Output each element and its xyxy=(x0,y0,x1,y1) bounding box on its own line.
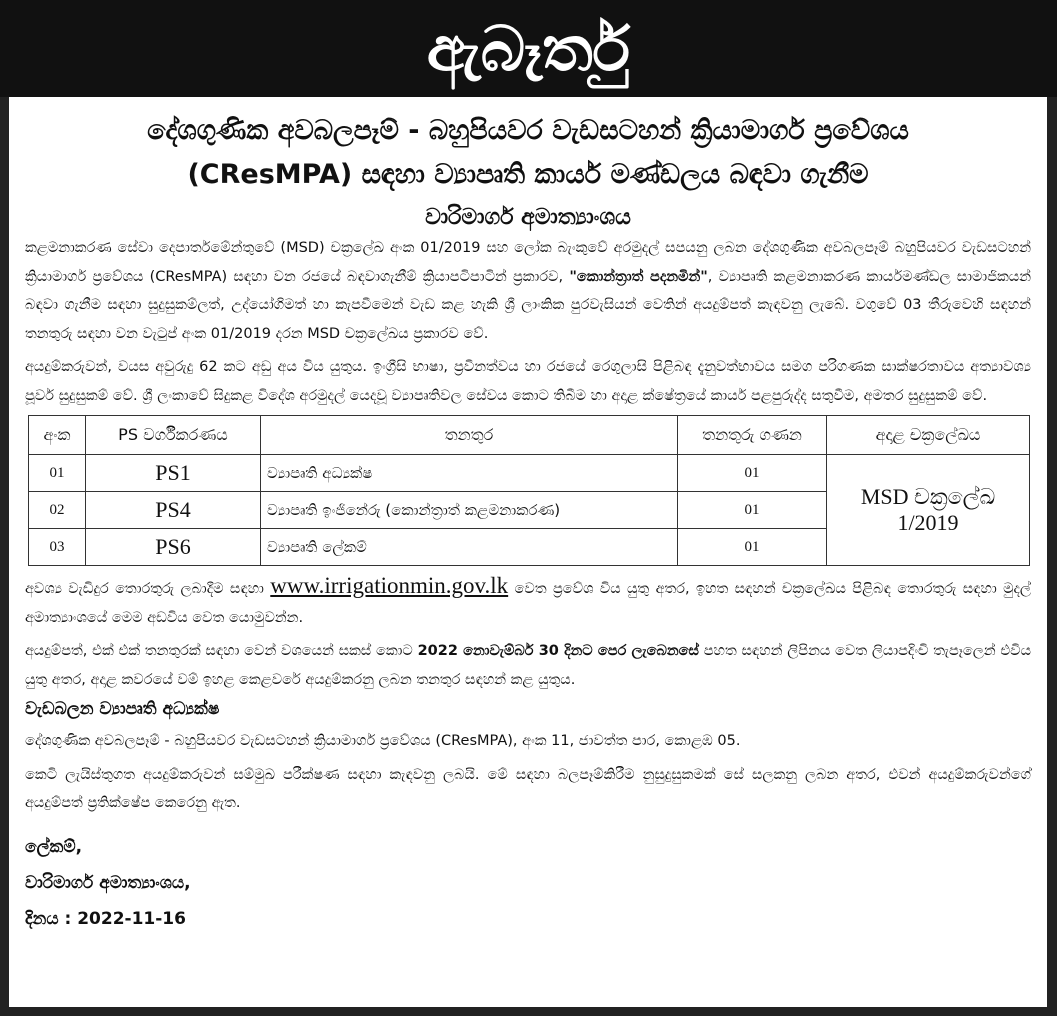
signature-ministry: වාරිමාර්ග අමාත්‍යාංශය, xyxy=(25,872,191,893)
ministry-name: වාරිමාර්ග අමාත්‍යාංශය xyxy=(425,205,631,230)
text: අයදුම්පත්, එක් එක් තනතුරක් සඳහා වෙන් වශයෙන් සකස් කොට xyxy=(25,643,418,659)
info-paragraph xyxy=(25,572,1031,632)
cell-count: 01 xyxy=(678,492,827,529)
cell-count: 01 xyxy=(678,455,827,492)
col-header-circular: අදාළ චක්‍රලේඛය xyxy=(827,416,1030,455)
website-link[interactable]: www.irrigationmin.gov.lk xyxy=(270,573,509,598)
vacancy-table xyxy=(28,415,1030,566)
text: , ව්‍යාපෘති කළමනාකරණ කාර්යමණ්ඩල සාමාජිකයන් බඳවා ගැනීම සඳහා සුදුසුකම්ලත්, උද්යෝගිමත් හා කැපවීමෙන් වැඩ කළ හැකි ශ්‍රී ලාංකික පුරවැසියන් වෙතින් අයදුම්පත් කැඳවනු ලැබේ. වගුවේ 03 තීරුවෙහි සඳහන් තනතුරු සඳහා වන වැටුප් අංක 01/2019 දරන MSD චක්‍රලේඛය ප්‍රකාරව වේ. xyxy=(25,268,1031,342)
notice-date: දිනය : 2022-11-16 xyxy=(25,908,186,929)
banner-title: ඇබෑර්තු xyxy=(426,11,631,85)
cell-circular xyxy=(827,455,1030,566)
deadline-text: 2022 නොවැම්බර් 30 දිනට පෙර ලැබෙනසේ xyxy=(417,643,699,659)
title-line-2: (CResMPA) සඳහා ව්‍යාපෘති කාර්ය මණ්ඩලය බඳවා ගැනීම xyxy=(187,159,869,190)
table-row xyxy=(29,455,1030,492)
text: කළමනාකරණ සේවා දෙපාර්තමේන්තුවේ (MSD) චක්‍රලේඛ අංක 01/2019 සහ ලෝක බැංකුවේ අරමුදල් සපයනු ලබන දේශගුණික අවබලපෑම් බහුපියවර වැඩසටහන් ක්‍රියාමාර්ග ප්‍රවේශය (CResMPA) සඳහා වන රජයේ බඳවාගැනීම් ක්‍රියාපටිපාටින් ප්‍රකාරව, xyxy=(25,240,1031,285)
col-header-count: තනතුරු ගණන xyxy=(678,416,827,455)
address: දේශගුණික අවබලපෑම් - බහුපියවර වැඩසටහන් ක්‍රියාමාර්ග ප්‍රවේශය (CResMPA), අංක 11, ජාවත්ත පාර, කොළඹ 05. xyxy=(25,733,741,749)
circular-text: MSD චක්‍රලේඛ 1/2019 xyxy=(860,484,996,535)
cell-no: 01 xyxy=(29,455,86,492)
cell-ps: PS1 xyxy=(86,455,261,492)
address-heading: වැඩබලන ව්‍යාපෘති අධ්‍යක්ෂ xyxy=(25,699,220,719)
signature-title: ලේකම්, xyxy=(25,836,83,857)
text: අවශ්‍ය වැඩිදුර තොරතුරු ලබාදීම සඳහා xyxy=(25,581,271,597)
interview-paragraph: කෙටි ලැයිස්තුගත අයදුම්කරුවන් සම්මුඛ පරීක්ෂණ සඳහා කැඳවනු ලබයි. මේ සඳහා බලපෑම්කිරීම නුසුදුසුකමක් සේ සලකනු ලබන අතර, එවන් අයදුම්කරුවන්ගේ අයදුම්පත් ප්‍රතික්ෂේප කෙරෙනු ඇත. xyxy=(25,766,1031,811)
text: පහත සඳහන් ලිපිනය වෙත ලියාපදිංචි තැපෑලෙන් එවිය යුතු අතර, අදාළ කවරයේ වම් ඉහළ කෙළවරේ අයදුම්කරනු ලබන තනතුර සඳහන් කළ යුතුය. xyxy=(25,643,1032,688)
text: වෙත ප්‍රවේශ විය යුතු අතර, ඉහත සඳහන් චක්‍රලේඛය පිළිබඳ තොරතුරු සඳහා මුදල් අමාත්‍යාංශයේ මෙම අඩවිය වෙත යොමුවන්න. xyxy=(25,581,1031,626)
col-header-post: තනතුර xyxy=(261,416,678,455)
col-header-no: අංක xyxy=(29,416,86,455)
cell-post: ව්‍යාපෘති ඉංජිනේරු (කොන්ත්‍රාත් කළමනාකරණ) xyxy=(261,492,678,529)
banner xyxy=(0,0,1057,97)
cell-ps: PS4 xyxy=(86,492,261,529)
title-line-1: දේශගුණික අවබලපෑම් - බහුපියවර වැඩසටහන් ක්‍රියාමාර්ග ප්‍රවේශය xyxy=(147,115,909,146)
eligibility-paragraph: අයදුම්කරුවන්, වයස අවුරුදු 62 කට අඩු අය විය යුතුය. ඉංග්‍රීසි භාෂා, ප්‍රවීනත්වය හා රජයේ රෙගුලාසි පිළිබඳ දැනුවත්භාවය සමග පරිගණක සාක්ෂරතාවය අත්‍යාවශ්‍ය පූර්ව සුදුසුකම් වේ. ශ්‍රී ලංකාවේ සිදුකළ විදේශ අරමුදල් යෙදවූ ව්‍යාපෘතිවල සේවය කොට තිබීම හා අදාළ ක්ෂේත්‍රයේ කාර්ය පළපුරුද්ද සතුවීම, අමතර සුදුසුකම් වේ. xyxy=(25,359,1031,404)
cell-post: ව්‍යාපෘති අධ්‍යක්ෂ xyxy=(261,455,678,492)
cell-no: 02 xyxy=(29,492,86,529)
cell-count: 01 xyxy=(678,529,827,566)
cell-ps: PS6 xyxy=(86,529,261,566)
cell-no: 03 xyxy=(29,529,86,566)
intro-paragraph xyxy=(25,234,1031,348)
contract-basis-text: "කොන්ත්‍රාත් පදනමින්" xyxy=(569,268,708,285)
col-header-ps: PS වර්ගීකරණය xyxy=(86,416,261,455)
table-header-row xyxy=(29,416,1030,455)
application-paragraph xyxy=(25,637,1031,694)
notice-body xyxy=(9,97,1047,1007)
notice-title xyxy=(9,109,1047,197)
cell-post: ව්‍යාපෘති ලේකම් xyxy=(261,529,678,566)
